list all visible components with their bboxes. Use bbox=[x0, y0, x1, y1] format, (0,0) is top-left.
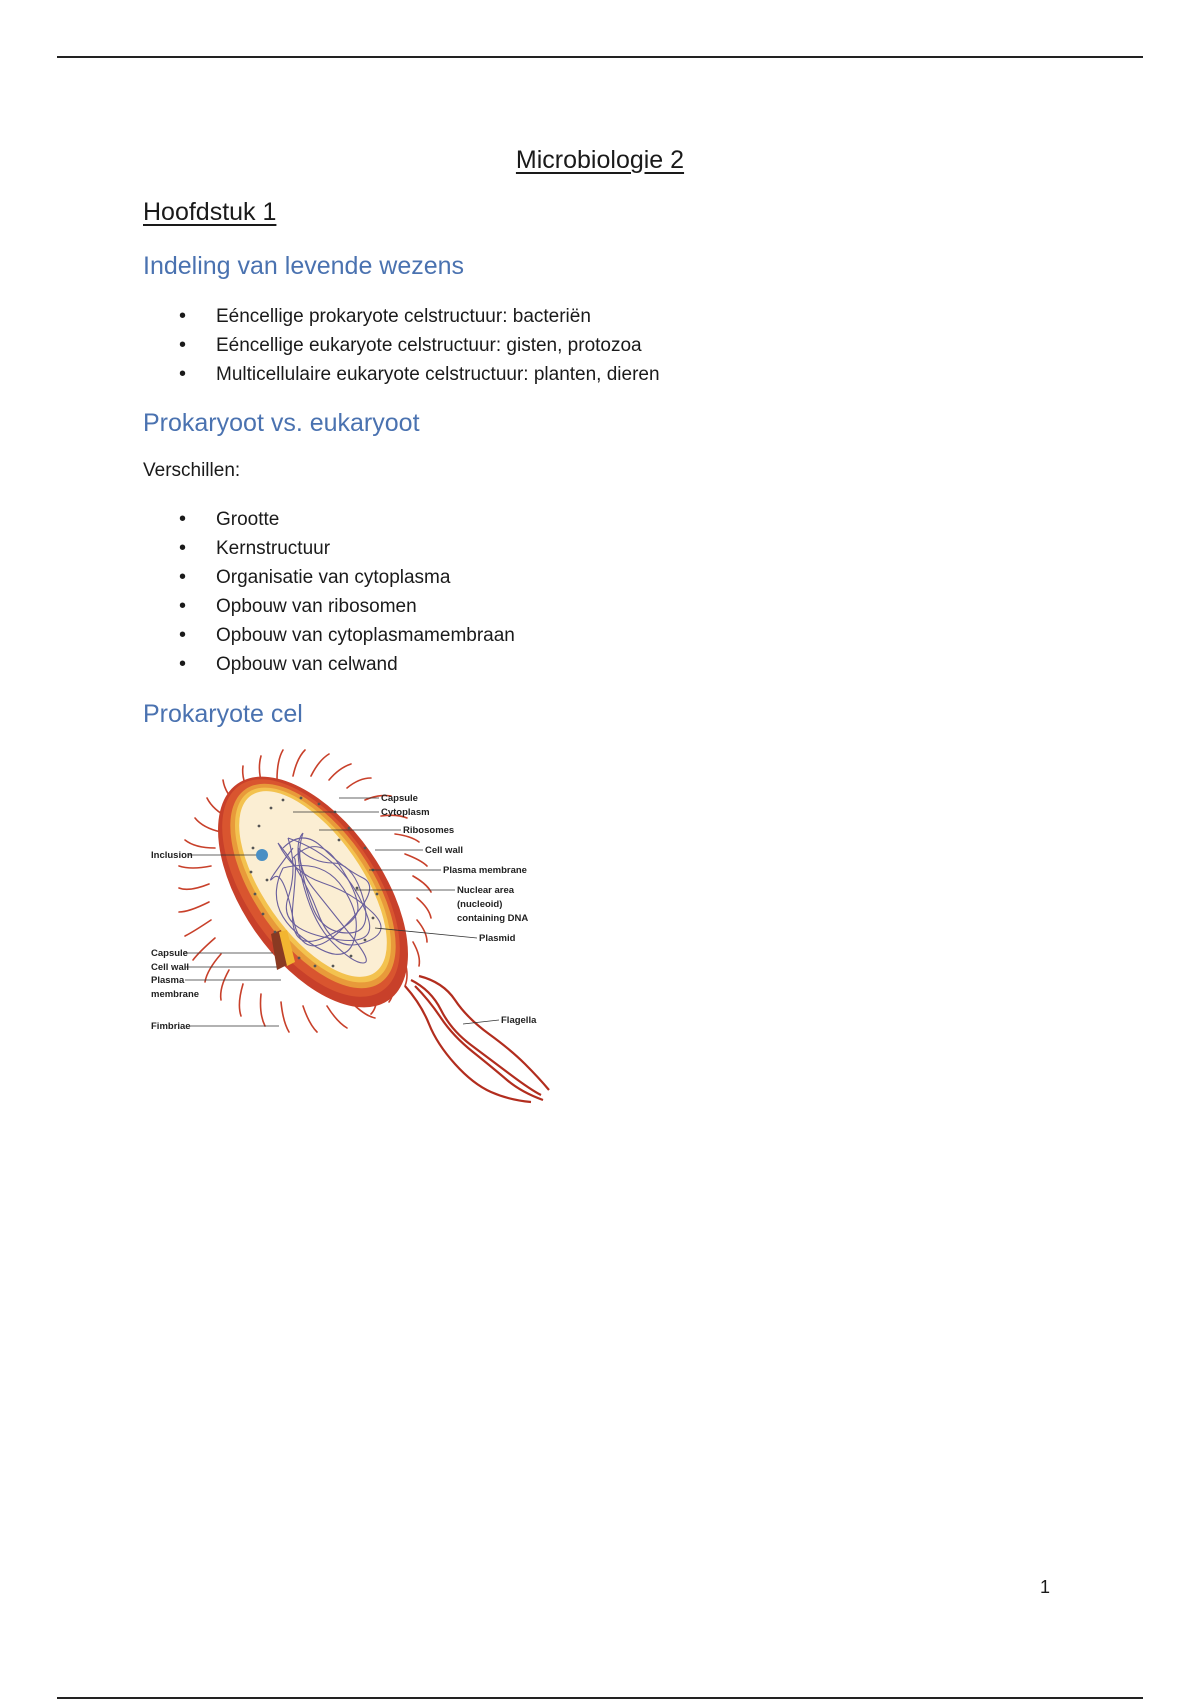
bullet-list-verschillen bbox=[143, 505, 515, 679]
label-fimbriae: Fimbriae bbox=[151, 1021, 191, 1032]
label-cell-wall-left: Cell wall bbox=[151, 962, 190, 973]
section-heading-prokaryote-cel: Prokaryote cel bbox=[143, 700, 303, 728]
chapter-heading: Hoofdstuk 1 bbox=[143, 198, 277, 226]
list-item: • Organisatie van cytoplasma bbox=[143, 563, 515, 592]
inclusion-shape bbox=[256, 849, 268, 861]
label-cytoplasm: Cytoplasm bbox=[381, 807, 430, 818]
list-item: • Grootte bbox=[143, 505, 515, 534]
list-item: • Kernstructuur bbox=[143, 534, 515, 563]
label-plasmid: Plasmid bbox=[479, 933, 516, 944]
page-number: 1 bbox=[1040, 1577, 1051, 1597]
prokaryotic-cell-diagram bbox=[143, 748, 557, 1104]
bullet-list-indeling bbox=[143, 302, 660, 389]
label-plasma-left: Plasma bbox=[151, 975, 185, 986]
list-item: • Eéncellige prokaryote celstructuur: bacteriën bbox=[143, 302, 660, 331]
label-capsule-left: Capsule bbox=[151, 948, 188, 959]
label-flagella: Flagella bbox=[501, 1015, 537, 1026]
label-plasma-membrane: Plasma membrane bbox=[443, 865, 527, 876]
label-containing-dna: containing DNA bbox=[457, 913, 529, 924]
label-membrane-left: membrane bbox=[151, 989, 200, 1000]
list-item: • Opbouw van cytoplasmamembraan bbox=[143, 621, 515, 650]
label-nuclear-area: Nuclear area bbox=[457, 885, 515, 896]
section-heading-indeling: Indeling van levende wezens bbox=[143, 252, 465, 280]
header-rule bbox=[57, 56, 1143, 58]
flagella-shape bbox=[405, 976, 549, 1102]
document-title: Microbiologie 2 bbox=[515, 146, 685, 174]
label-cell-wall: Cell wall bbox=[425, 845, 464, 856]
list-item: • Eéncellige eukaryote celstructuur: gisten, protozoa bbox=[143, 331, 660, 360]
label-nucleoid: (nucleoid) bbox=[457, 899, 503, 910]
list-item: • Opbouw van celwand bbox=[143, 650, 515, 679]
list-item: • Opbouw van ribosomen bbox=[143, 592, 515, 621]
intro-text-verschillen: Verschillen: bbox=[143, 460, 241, 481]
label-inclusion: Inclusion bbox=[151, 850, 193, 861]
footer-rule bbox=[57, 1697, 1143, 1699]
list-item: • Multicellulaire eukaryote celstructuur: planten, dieren bbox=[143, 360, 660, 389]
label-capsule: Capsule bbox=[381, 793, 418, 804]
label-ribosomes: Ribosomes bbox=[403, 825, 455, 836]
section-heading-prokaryoot-vs-eukaryoot: Prokaryoot vs. eukaryoot bbox=[143, 409, 420, 437]
